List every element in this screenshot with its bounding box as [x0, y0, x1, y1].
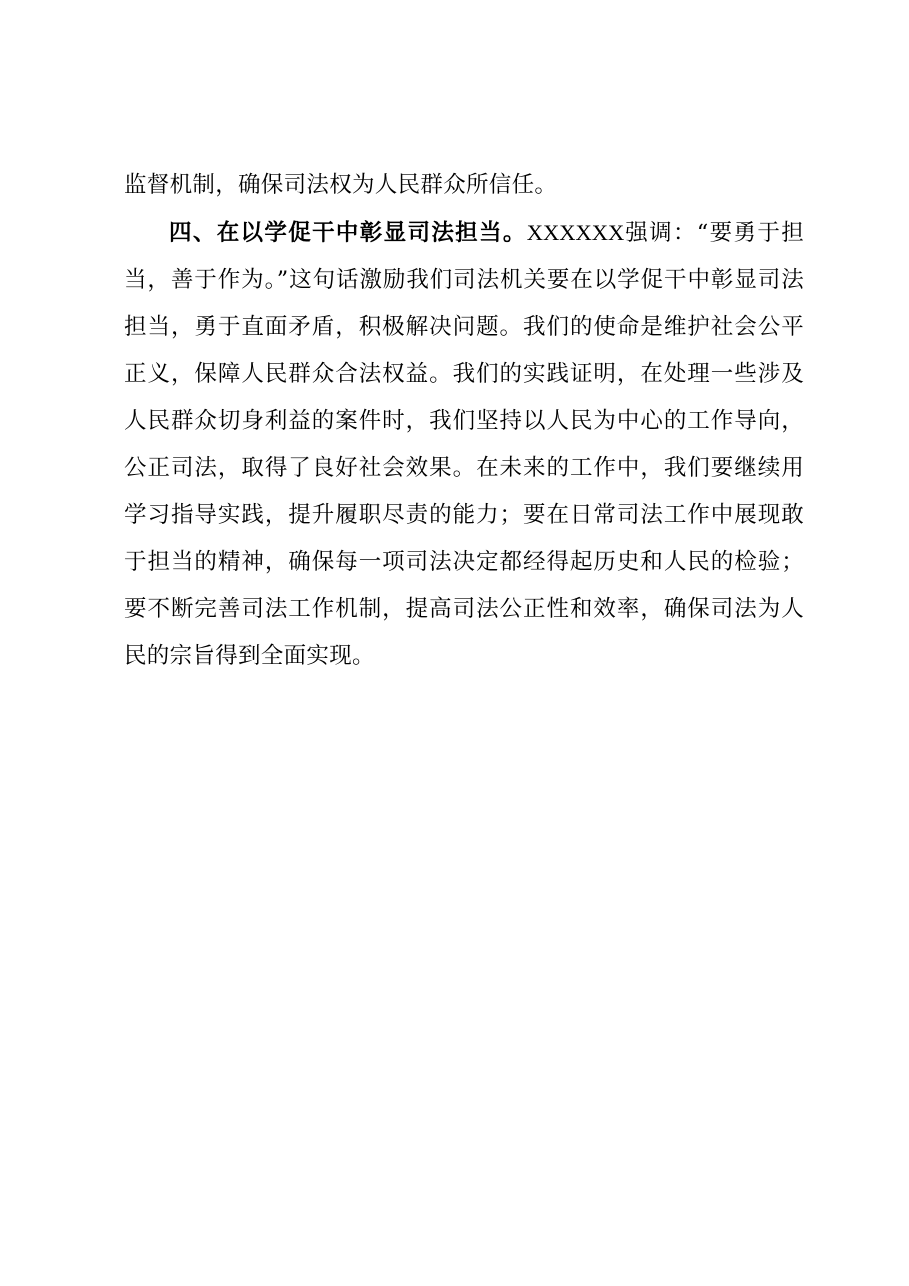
section-heading: 四、在以学促干中彰显司法担当。: [169, 220, 527, 246]
speaker-placeholder: XXXXXX: [526, 220, 625, 245]
section-body-text: 强调：“要勇于担当，善于作为。”这句话激励我们司法机关要在以学促干中彰显司法担当，勇于直面矛盾，积极解决问题。我们的使命是维护社会公平正义，保障人民群众合法权益。我们的实践证明，在处理一些涉及人民群众切身利益的案件时，我们坚持以人民为中心的工作导向，公正司法，取得了良好社会效果。在未来的工作中，我们要继续用学习指导实践，提升履职尽责的能力；要在日常司法工作中展现敢于担当的精神，确保每一项司法决定都经得起历史和人民的检验；要不断完善司法工作机制，提高司法公正性和效率，确保司法为人民的宗旨得到全面实现。: [124, 220, 804, 669]
document-body: [124, 162, 804, 680]
section-four-paragraph: [124, 209, 804, 680]
continuation-paragraph: 监督机制，确保司法权为人民群众所信任。: [124, 172, 558, 198]
